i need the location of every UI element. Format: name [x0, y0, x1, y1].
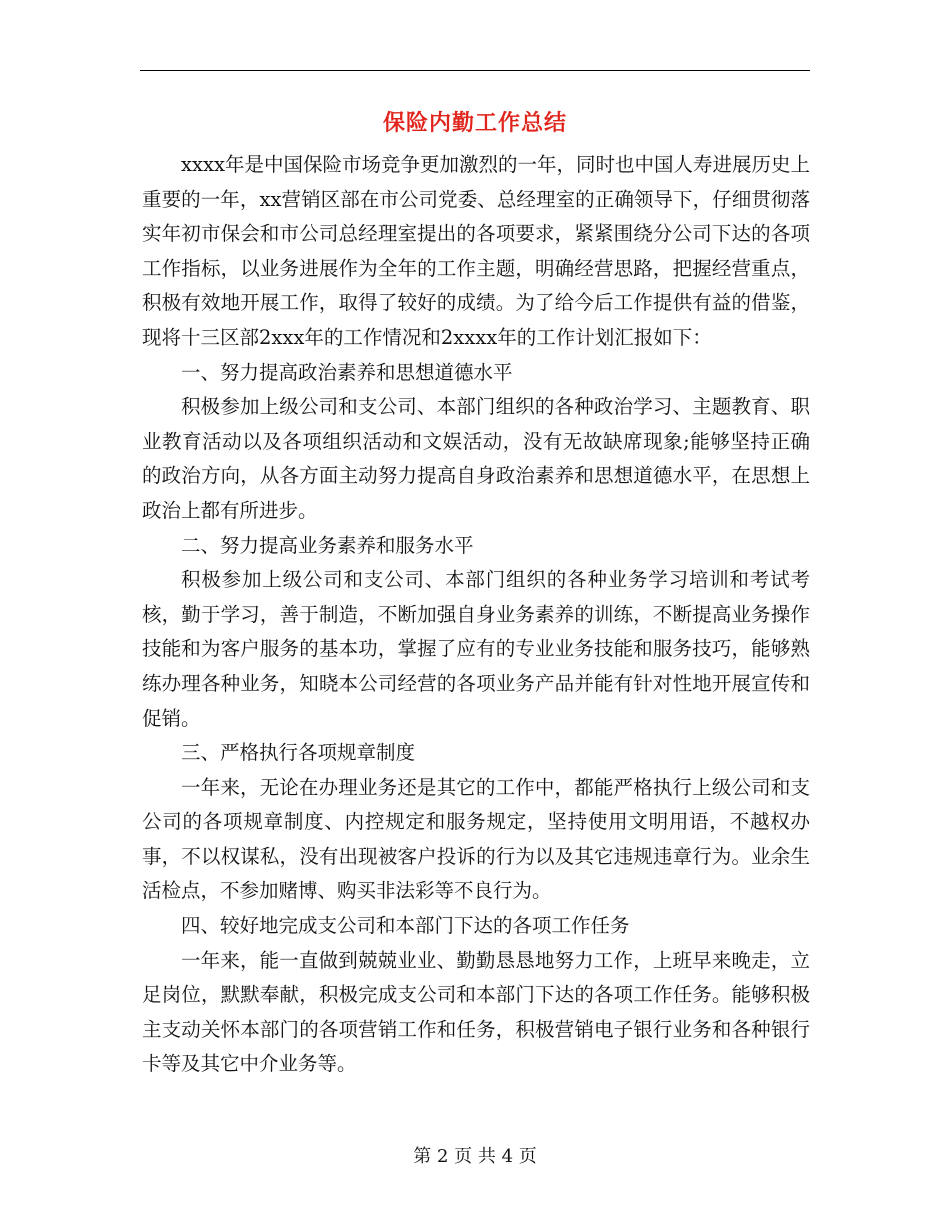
section-paragraph-4: 一年来，能一直做到兢兢业业、勤勤恳恳地努力工作，上班早来晚走，立足岗位，默默奉献，积极完成支公司和本部门下达的各项工作任务。能够积极主支动关怀本部门的各项营销工作和任务，积极营销电子银行业务和各种银行卡等及其它中介业务等。	[142, 948, 810, 1076]
section-heading-2: 二、努力提高业务素养和服务水平	[181, 533, 474, 557]
header-rule	[140, 70, 810, 71]
section-heading-1: 一、努力提高政治素养和思想道德水平	[181, 360, 513, 384]
section-paragraph-1: 积极参加上级公司和支公司、本部门组织的各种政治学习、主题教育、职业教育活动以及各项组织活动和文娱活动，没有无故缺席现象;能够坚持正确的政治方向，从各方面主动努力提高自身政治素养和思想道德水平，在思想上政治上都有所进步。	[142, 395, 810, 522]
section-paragraph-3: 一年来，无论在办理业务还是其它的工作中，都能严格执行上级公司和支公司的各项规章制度、内控规定和服务规定，坚持使用文明用语，不越权办事，不以权谋私，没有出现被客户投诉的行为以及其它违规违章行为。业余生活检点，不参加赌博、购买非法彩等不良行为。	[142, 775, 810, 903]
section-paragraph-2: 积极参加上级公司和支公司、本部门组织的各种业务学习培训和考试考核，勤于学习，善于制造，不断加强自身业务素养的训练，不断提高业务操作技能和为客户服务的基本功，掌握了应有的专业业务技能和服务技巧，能够熟练办理各种业务，知晓本公司经营的各项业务产品并能有针对性地开展宣传和促销。	[142, 568, 810, 730]
document-body	[142, 148, 810, 1082]
intro-paragraph: xxxx年是中国保险市场竞争更加激烈的一年，同时也中国人寿进展历史上重要的一年，xx营销区部在市公司党委、总经理室的正确领导下，仔细贯彻落实年初市保会和市公司总经理室提出的各项要求，紧紧围绕分公司下达的各项工作指标，以业务进展作为全年的工作主题，明确经营思路，把握经营重点，积极有效地开展工作，取得了较好的成绩。为了给今后工作提供有益的借鉴，现将十三区部2xxx年的工作情况和2xxxx年的工作计划汇报如下：	[142, 153, 810, 349]
section-heading-3: 三、严格执行各项规章制度	[181, 741, 416, 765]
section-heading-4: 四、较好地完成支公司和本部门下达的各项工作任务	[181, 914, 630, 938]
document-title: 保险内勤工作总结	[382, 111, 567, 136]
page-number-footer: 第 2 页 共 4 页	[413, 1146, 537, 1167]
